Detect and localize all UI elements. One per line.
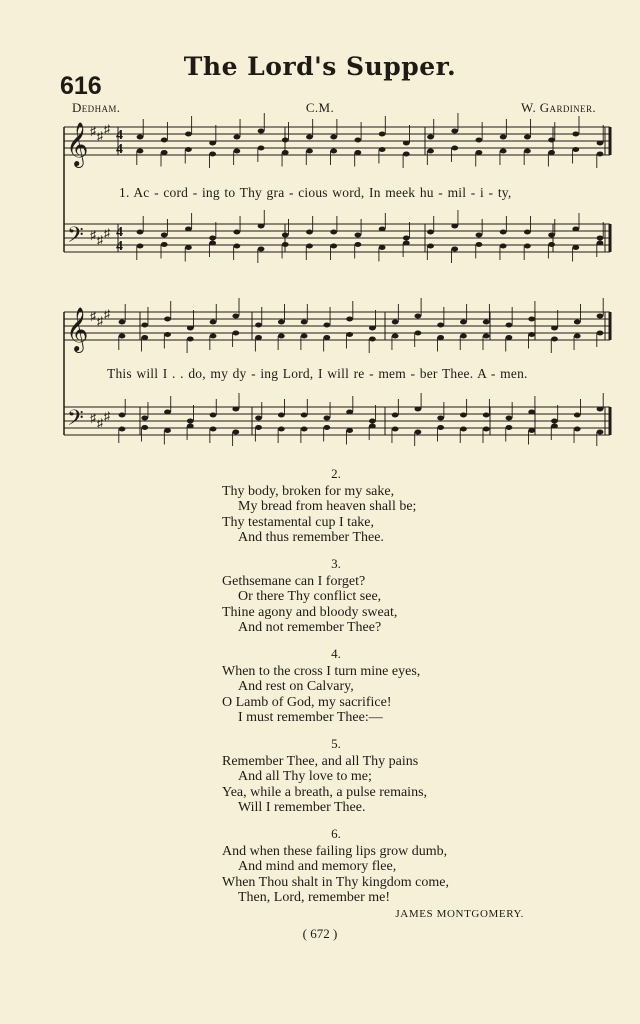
note-head (306, 135, 313, 140)
note-head (278, 334, 285, 339)
note-head (185, 132, 192, 137)
note-head (427, 149, 434, 154)
note-head (258, 146, 265, 151)
bass-clef-icon: 𝄢 (67, 223, 84, 253)
note-head (528, 317, 535, 322)
note-head (354, 242, 361, 247)
note-head (574, 413, 581, 418)
note-head (572, 227, 579, 232)
note-head (330, 230, 337, 235)
note-head (460, 413, 467, 418)
note-head (483, 413, 490, 418)
note-head (210, 320, 217, 325)
note-head (346, 317, 353, 322)
note-head (255, 416, 262, 421)
note-head (500, 230, 507, 235)
note-head (278, 427, 285, 432)
note-head (232, 430, 239, 435)
note-head (258, 247, 265, 252)
note-head (548, 138, 555, 143)
stanza-4 (222, 646, 450, 726)
note-head (346, 410, 353, 415)
note-head (164, 428, 171, 433)
note-head (460, 320, 467, 325)
stanza-line: I must remember Thee:— (238, 710, 383, 725)
note-head (379, 132, 386, 137)
note-head (282, 150, 289, 155)
note-head (451, 247, 458, 252)
note-head (354, 233, 361, 238)
note-head (210, 427, 217, 432)
stanza-3 (222, 556, 450, 636)
note-head (392, 413, 399, 418)
note-head (427, 135, 434, 140)
sharp-icon: ♯ (104, 307, 110, 321)
sharp-icon: ♯ (90, 124, 96, 138)
note-head (185, 147, 192, 152)
note-head (323, 335, 330, 340)
stanza-line: And rest on Calvary, (238, 679, 354, 694)
stanza-line: Thy testamental cup I take, (222, 514, 374, 530)
note-head (137, 135, 144, 140)
note-head (500, 149, 507, 154)
note-head (427, 244, 434, 249)
note-head (137, 244, 144, 249)
stanza-2 (222, 466, 450, 546)
note-head (524, 135, 531, 140)
note-head (164, 332, 171, 337)
note-head (528, 410, 535, 415)
stanza-line: And thus remember Thee. (238, 530, 384, 545)
note-head (548, 150, 555, 155)
note-head (437, 323, 444, 328)
note-head (415, 314, 422, 319)
note-head (233, 230, 240, 235)
note-head (258, 224, 265, 229)
note-head (597, 314, 604, 319)
note-head (209, 152, 216, 157)
note-head (500, 244, 507, 249)
note-head (597, 407, 604, 412)
note-head (369, 337, 376, 342)
meter: C.M. (305, 100, 335, 115)
note-head (551, 424, 558, 429)
note-head (141, 335, 148, 340)
stanza-line: When Thou shalt in Thy kingdom come, (222, 874, 449, 890)
note-head (185, 227, 192, 232)
note-head (460, 334, 467, 339)
note-head (572, 245, 579, 250)
note-head (597, 236, 604, 241)
sharp-icon: ♯ (104, 122, 110, 136)
note-head (278, 413, 285, 418)
note-head (403, 241, 410, 246)
note-head (119, 320, 126, 325)
note-head (209, 236, 216, 241)
note-head (403, 152, 410, 157)
note-head (232, 314, 239, 319)
stanza-number: 2. (331, 466, 341, 481)
stanza-5 (222, 736, 450, 816)
stanza-6 (222, 826, 450, 906)
note-head (597, 331, 604, 336)
time-signature: 4 (116, 128, 123, 143)
note-head (187, 337, 194, 342)
note-head (483, 427, 490, 432)
note-head (476, 138, 483, 143)
note-head (119, 427, 126, 432)
note-head (354, 150, 361, 155)
stanza-line: And all Thy love to me; (238, 769, 372, 784)
tune-name: Dedham. (72, 100, 121, 115)
note-head (451, 146, 458, 151)
note-head (306, 149, 313, 154)
note-head (369, 424, 376, 429)
note-head (282, 233, 289, 238)
note-head (187, 419, 194, 424)
note-head (415, 430, 422, 435)
note-head (437, 335, 444, 340)
note-head (278, 320, 285, 325)
note-head (506, 425, 513, 430)
stanza-line: Remember Thee, and all Thy pains (222, 753, 419, 769)
note-head (506, 323, 513, 328)
stanza-number: 4. (331, 646, 341, 661)
music-score (0, 0, 640, 460)
note-head (233, 244, 240, 249)
note-head (137, 149, 144, 154)
note-head (369, 419, 376, 424)
note-head (379, 147, 386, 152)
note-head (258, 129, 265, 134)
note-head (392, 334, 399, 339)
note-head (209, 241, 216, 246)
note-head (187, 326, 194, 331)
stanza-line: O Lamb of God, my sacrifice! (222, 694, 392, 710)
note-head (524, 244, 531, 249)
note-head (164, 410, 171, 415)
sharp-icon: ♯ (104, 409, 110, 423)
stanza-line: And when these failing lips grow dumb, (222, 843, 448, 859)
note-head (379, 245, 386, 250)
note-head (451, 224, 458, 229)
note-head (141, 323, 148, 328)
note-head (161, 233, 168, 238)
note-head (460, 427, 467, 432)
note-head (574, 334, 581, 339)
stanza-number: 6. (331, 826, 341, 841)
note-head (551, 337, 558, 342)
stanza-number: 5. (331, 736, 341, 751)
stanza-line: Yea, while a breath, a pulse remains, (222, 784, 428, 800)
note-head (524, 149, 531, 154)
note-head (233, 149, 240, 154)
note-head (354, 138, 361, 143)
note-head (597, 430, 604, 435)
sharp-icon: ♯ (97, 233, 103, 247)
sharp-icon: ♯ (90, 411, 96, 425)
stanza-line: Thine agony and bloody sweat, (222, 604, 398, 620)
note-head (232, 407, 239, 412)
note-head (346, 428, 353, 433)
note-head (209, 141, 216, 146)
note-head (141, 425, 148, 430)
sharp-icon: ♯ (97, 314, 103, 328)
note-head (210, 413, 217, 418)
note-head (506, 416, 513, 421)
sharp-icon: ♯ (97, 416, 103, 430)
note-head (451, 129, 458, 134)
page-number: ( 672 ) (302, 926, 338, 941)
stanza-line: Thy body, broken for my sake, (222, 483, 395, 499)
note-head (483, 320, 490, 325)
composer: W. Gardiner. (520, 100, 596, 115)
note-head (415, 331, 422, 336)
note-head (392, 320, 399, 325)
note-head (232, 331, 239, 336)
time-signature: 4 (116, 239, 123, 254)
note-head (574, 427, 581, 432)
note-head (185, 245, 192, 250)
stanza-line: Gethsemane can I forget? (222, 573, 366, 589)
sharp-icon: ♯ (104, 226, 110, 240)
hymn-number: 616 (60, 72, 102, 100)
note-head (330, 135, 337, 140)
note-head (323, 323, 330, 328)
note-head (233, 135, 240, 140)
note-head (597, 152, 604, 157)
treble-clef-icon: 𝄞 (66, 122, 89, 166)
note-head (301, 320, 308, 325)
note-head (500, 135, 507, 140)
stanza-line: And mind and memory flee, (238, 859, 397, 874)
note-head (301, 413, 308, 418)
note-head (437, 425, 444, 430)
note-head (346, 332, 353, 337)
note-head (255, 335, 262, 340)
note-head (572, 132, 579, 137)
note-head (476, 233, 483, 238)
note-head (164, 317, 171, 322)
note-head (306, 244, 313, 249)
note-head (306, 230, 313, 235)
note-head (330, 149, 337, 154)
note-head (551, 326, 558, 331)
stanza-line: Then, Lord, remember me! (238, 890, 390, 905)
note-head (119, 413, 126, 418)
note-head (572, 147, 579, 152)
page-title: The Lord's Supper. (183, 52, 457, 81)
note-head (476, 242, 483, 247)
note-head (210, 334, 217, 339)
note-head (161, 150, 168, 155)
note-head (597, 141, 604, 146)
note-head (141, 416, 148, 421)
sharp-icon: ♯ (97, 129, 103, 143)
sharp-icon: ♯ (90, 309, 96, 323)
note-head (323, 416, 330, 421)
note-head (301, 334, 308, 339)
time-signature: 4 (116, 142, 123, 157)
note-head (506, 335, 513, 340)
note-head (437, 416, 444, 421)
stanza-line: When to the cross I turn mine eyes, (222, 663, 421, 679)
note-head (597, 241, 604, 246)
note-head (551, 419, 558, 424)
note-head (524, 230, 531, 235)
note-head (528, 428, 535, 433)
note-head (119, 334, 126, 339)
note-head (548, 242, 555, 247)
note-head (301, 427, 308, 432)
note-head (282, 138, 289, 143)
note-head (255, 425, 262, 430)
note-head (392, 427, 399, 432)
note-head (369, 326, 376, 331)
note-head (427, 230, 434, 235)
stanza-line: Or there Thy conflict see, (238, 589, 382, 604)
note-head (528, 332, 535, 337)
note-head (483, 334, 490, 339)
note-head (161, 138, 168, 143)
note-head (282, 242, 289, 247)
note-head (476, 150, 483, 155)
note-head (548, 233, 555, 238)
note-head (415, 407, 422, 412)
sharp-icon: ♯ (90, 228, 96, 242)
lyric-line-1: 1. Ac - cord - ing to Thy gra - cious word, In meek hu - mil - i - ty, (119, 185, 512, 200)
note-head (323, 425, 330, 430)
note-head (187, 424, 194, 429)
stanza-line: Will I remember Thee. (238, 800, 366, 815)
note-head (161, 242, 168, 247)
treble-clef-icon: 𝄞 (66, 307, 89, 351)
stanza-line: And not remember Thee? (238, 620, 382, 635)
note-head (137, 230, 144, 235)
lyric-line-2: This will I . . do, my dy - ing Lord, I will re - mem - ber Thee. A - men. (107, 366, 528, 381)
note-head (574, 320, 581, 325)
note-head (403, 236, 410, 241)
bass-clef-icon: 𝄢 (67, 406, 84, 436)
note-head (255, 323, 262, 328)
stanza-line: My bread from heaven shall be; (238, 499, 417, 514)
stanza-number: 3. (331, 556, 341, 571)
note-head (379, 227, 386, 232)
note-head (403, 141, 410, 146)
hymn-author: JAMES MONTGOMERY. (395, 908, 524, 920)
time-signature: 4 (116, 225, 123, 240)
note-head (330, 244, 337, 249)
